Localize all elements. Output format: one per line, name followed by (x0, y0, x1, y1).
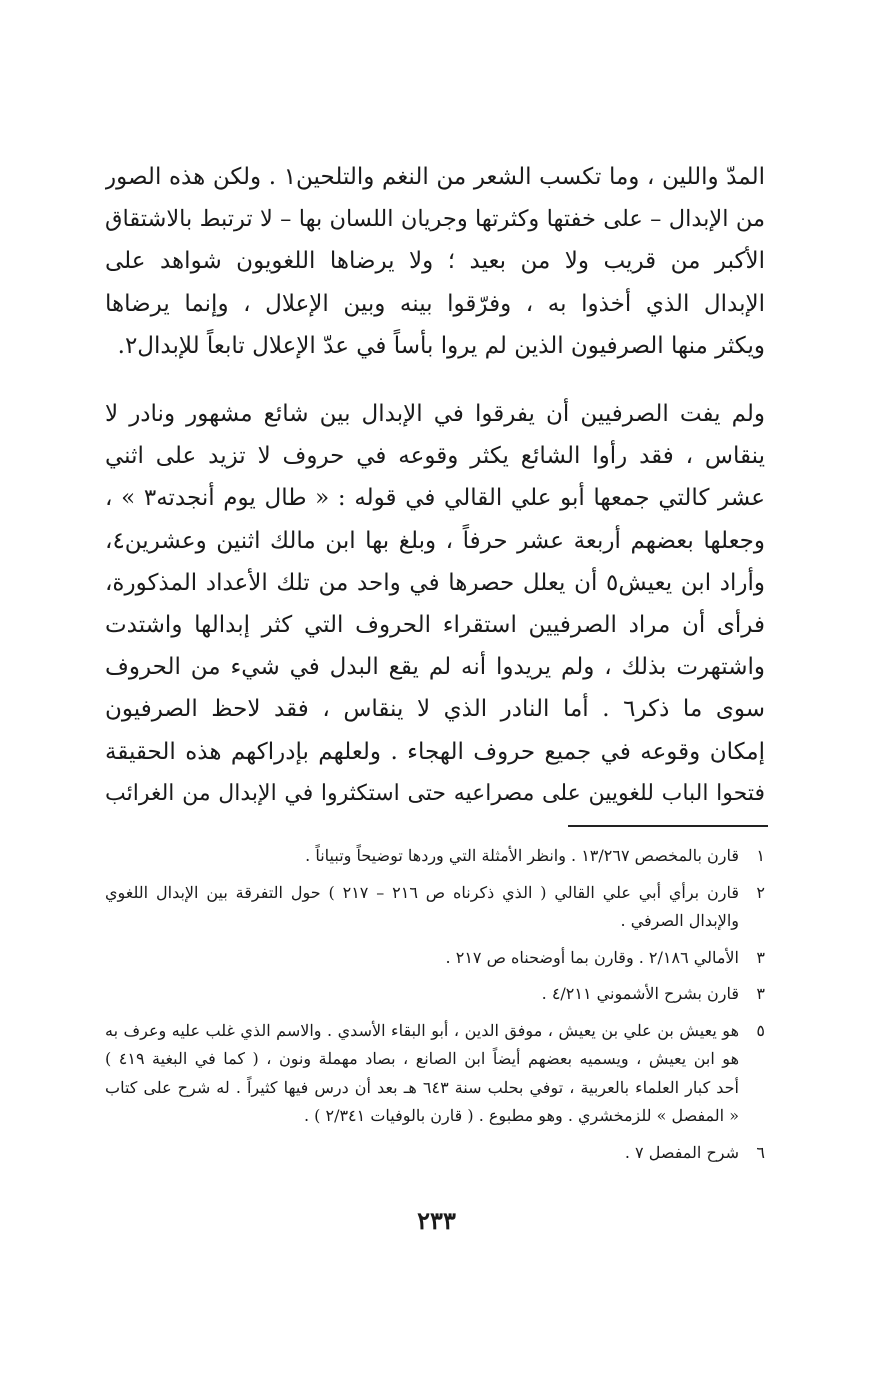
footnote-text: « المفصل » للزمخشري . وهو مطبوع . ( قارن بالوفيات ٢/٣٤١ ) . (303, 1106, 739, 1125)
text-line: وجعلها بعضهم أربعة عشر حرفاً ، وبلغ بها ابن مالك اثنين وعشرين٤، (105, 527, 765, 554)
footnotes (105, 842, 765, 1175)
footnote-text: شرح المفصل ٧ . (624, 1142, 739, 1162)
footnote-text: قارن بشرح الأشموني ٤/٢١١ . (541, 984, 739, 1003)
footnote-text: أحد كبار العلماء بالعربية ، توفي بحلب سنة ٦٤٣ هـ بعد أن درس فيها كثيراً . له شرح على كتاب (105, 1077, 739, 1097)
text-line: من الإبدال – على خفتها وكثرتها وجريان اللسان بها – لا ترتبط بالاشتقاق (105, 206, 765, 233)
text-line: الإبدال الذي أخذوا به ، وفرّقوا بينه وبين الإعلال ، وإنما يرضاها (105, 290, 765, 317)
footnote-number: ٣ (756, 947, 765, 967)
text-line: عشر كالتي جمعها أبو علي القالي في قوله : « طال يوم أنجدته٣ » ، (105, 485, 765, 512)
footnote-number: ٦ (756, 1142, 765, 1162)
text-line: ولم يفت الصرفيين أن يفرقوا في الإبدال بين شائع مشهور ونادر لا (105, 401, 765, 427)
text-line: سوى ما ذكر٦ . أما النادر الذي لا ينقاس ، فقد لاحظ الصرفيون (105, 696, 765, 723)
footnote (105, 879, 765, 936)
footnote (105, 980, 765, 1009)
footnote-number: ٢ (756, 882, 765, 902)
text-line: فرأى أن مراد الصرفيين استقراء الحروف التي كثر إبدالها واشتدت (105, 612, 765, 639)
footnote-number: ٣ (756, 984, 765, 1003)
text-line: فتحوا الباب للغويين على مصراعيه حتى استكثروا في الإبدال من الغرائب (105, 780, 765, 806)
footnote-separator (568, 825, 768, 827)
footnote-text: قارن بالمخصص ١٣/٢٦٧ . وانظر الأمثلة التي وردها توضيحاً وتبياناً . (305, 846, 739, 865)
page-number: ٢٣٣ (417, 1206, 456, 1235)
footnote (105, 842, 765, 871)
text-line: إمكان وقوعه في جميع حروف الهجاء . ولعلهم بإدراكهم هذه الحقيقة (105, 738, 765, 765)
footnote (105, 1139, 765, 1168)
text-line: وأراد ابن يعيش٥ أن يعلل حصرها في واحد من تلك الأعداد المذكورة، (105, 569, 765, 596)
text-line: الأكبر من قريب ولا من بعيد ؛ ولا يرضاها اللغويون شواهد على (105, 248, 765, 275)
text-line: واشتهرت بذلك ، ولم يريدوا أنه لم يقع البدل في شيء من الحروف (105, 654, 765, 681)
footnote (105, 1017, 765, 1131)
paragraph-2 (105, 393, 765, 815)
paragraph-1 (105, 156, 765, 367)
footnote-text: الأمالي ٢/١٨٦ . وقارن بما أوضحناه ص ٢١٧ . (445, 947, 739, 967)
footnote-text: هو ابن يعيش ، ويسميه بعضهم أيضاً ابن الصانع ، بصاد مهملة ونون ، ( كما في البغية ٤١٩ ) (105, 1049, 739, 1068)
footnote-text: قارن برأي أبي علي القالي ( الذي ذكرناه ص ٢١٦ – ٢١٧ ) حول التفرقة بين الإبدال اللغوي (105, 882, 739, 902)
footnote-text: والإبدال الصرفي . (620, 911, 739, 930)
footnote-number: ٥ (756, 1020, 765, 1040)
footnote-number: ١ (756, 846, 765, 865)
footnote-text: هو يعيش بن علي بن يعيش ، موفق الدين ، أبو البقاء الأسدي . والاسم الذي غلب عليه وعرف به (105, 1020, 739, 1040)
text-line: ويكثر منها الصرفيون الذين لم يروا بأساً في عدّ الإعلال تابعاً للإبدال٢. (117, 332, 765, 359)
text-line: ينقاس ، فقد رأوا الشائع يكثر وقوعه في حروف لا تزيد على اثني (105, 443, 765, 470)
footnote (105, 944, 765, 973)
text-line: المدّ واللين ، وما تكسب الشعر من النغم والتلحين١ . ولكن هذه الصور (105, 164, 765, 190)
